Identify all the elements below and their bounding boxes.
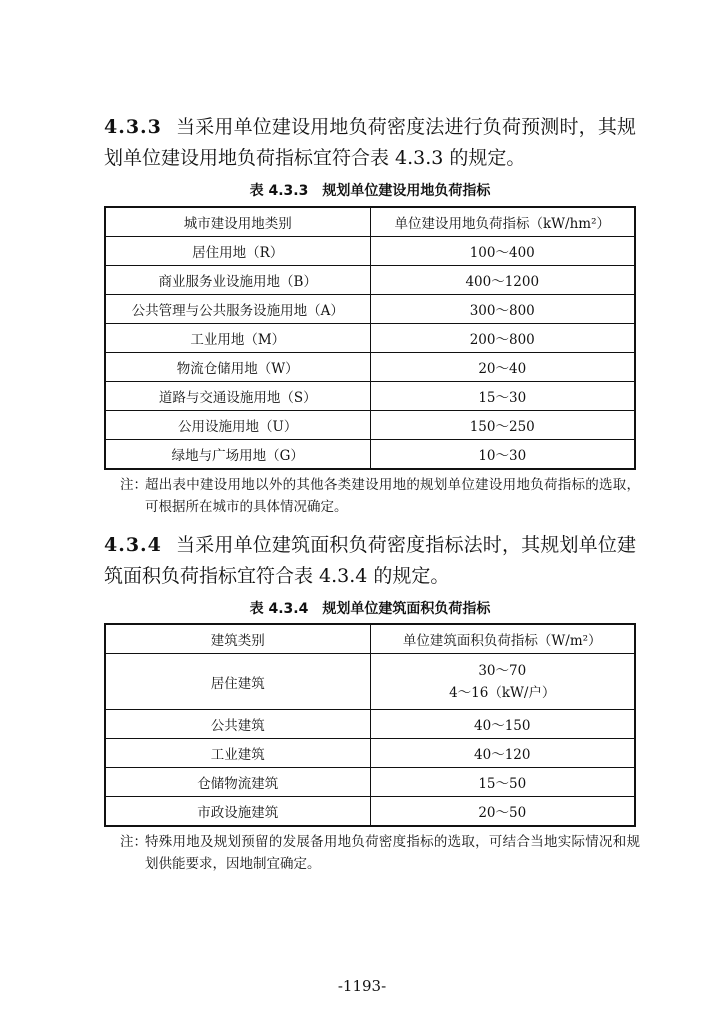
building-category-cell: 公共建筑 [105,710,370,739]
note-text: 超出表中建设用地以外的其他各类建设用地的规划单位建设用地负荷指标的选取，可根据所在城市的具体情况确定。 [145,477,640,515]
land-category-cell: 物流仓储用地（W） [105,353,370,382]
table-row [105,324,635,353]
table-row [105,440,635,470]
table-row [105,266,635,295]
load-index-cell: 200～800 [370,324,635,353]
load-index-cell: 150～250 [370,411,635,440]
table-header-row [105,624,635,654]
load-index-cell: 40～150 [370,710,635,739]
land-category-cell: 公用设施用地（U） [105,411,370,440]
load-index-cell: 15～50 [370,768,635,797]
table-row [105,739,635,768]
column-header: 建筑类别 [105,624,370,654]
load-index-cell: 20～40 [370,353,635,382]
table-row [105,295,635,324]
building-category-cell: 市政设施建筑 [105,797,370,827]
land-category-cell: 居住用地（R） [105,237,370,266]
page-number: -1193- [337,977,387,995]
building-category-cell: 仓储物流建筑 [105,768,370,797]
table-row [105,654,635,710]
clause-4-3-4 [104,530,636,592]
table-4-3-4 [104,623,636,827]
table-row [105,237,635,266]
table-row [105,382,635,411]
table-row [105,710,635,739]
load-index-cell: 10～30 [370,440,635,470]
load-index-cell: 400～1200 [370,266,635,295]
table-row [105,797,635,827]
load-index-cell [370,654,635,710]
building-category-cell: 居住建筑 [105,654,370,710]
load-index-cell: 300～800 [370,295,635,324]
table-4-3-3 [104,206,636,470]
land-category-cell: 公共管理与公共服务设施用地（A） [105,295,370,324]
table-caption [104,180,636,200]
building-category-cell: 工业建筑 [105,739,370,768]
clause-number: 4.3.4 [104,534,162,556]
note-text: 特殊用地及规划预留的发展备用地负荷密度指标的选取，可结合当地实际情况和规划供能要求，因地制宜确定。 [145,834,640,872]
column-header: 单位建设用地负荷指标（kW/hm²） [370,207,635,237]
residential-load-value: 30～70 [478,662,527,679]
note-label: 注： [120,477,147,493]
table-caption-title: 规划单位建设用地负荷指标 [322,183,491,199]
table-note [120,831,640,875]
land-category-cell: 商业服务业设施用地（B） [105,266,370,295]
residential-household-load-value: 4～16（kW/户） [449,684,556,701]
table-row [105,353,635,382]
column-header: 单位建筑面积负荷指标（W/m²） [370,624,635,654]
land-category-cell: 工业用地（M） [105,324,370,353]
note-label: 注： [120,834,147,850]
column-header: 城市建设用地类别 [105,207,370,237]
table-note [120,474,640,518]
table-caption-number: 表 4.3.3 [249,183,309,199]
load-index-cell: 40～120 [370,739,635,768]
load-index-cell: 15～30 [370,382,635,411]
table-header-row [105,207,635,237]
table-caption [104,598,636,618]
clause-text: 当采用单位建设用地负荷密度法进行负荷预测时，其规划单位建设用地负荷指标宜符合表 4.3.3 的规定。 [104,116,636,169]
table-caption-title: 规划单位建筑面积负荷指标 [322,601,491,617]
land-category-cell: 绿地与广场用地（G） [105,440,370,470]
table-caption-number: 表 4.3.4 [249,601,309,617]
clause-text: 当采用单位建筑面积负荷密度指标法时，其规划单位建筑面积负荷指标宜符合表 4.3.4 的规定。 [104,534,636,587]
table-row [105,768,635,797]
load-index-cell: 100～400 [370,237,635,266]
land-category-cell: 道路与交通设施用地（S） [105,382,370,411]
clause-4-3-3 [104,112,636,174]
clause-number: 4.3.3 [104,116,162,138]
table-row [105,411,635,440]
load-index-cell: 20～50 [370,797,635,827]
